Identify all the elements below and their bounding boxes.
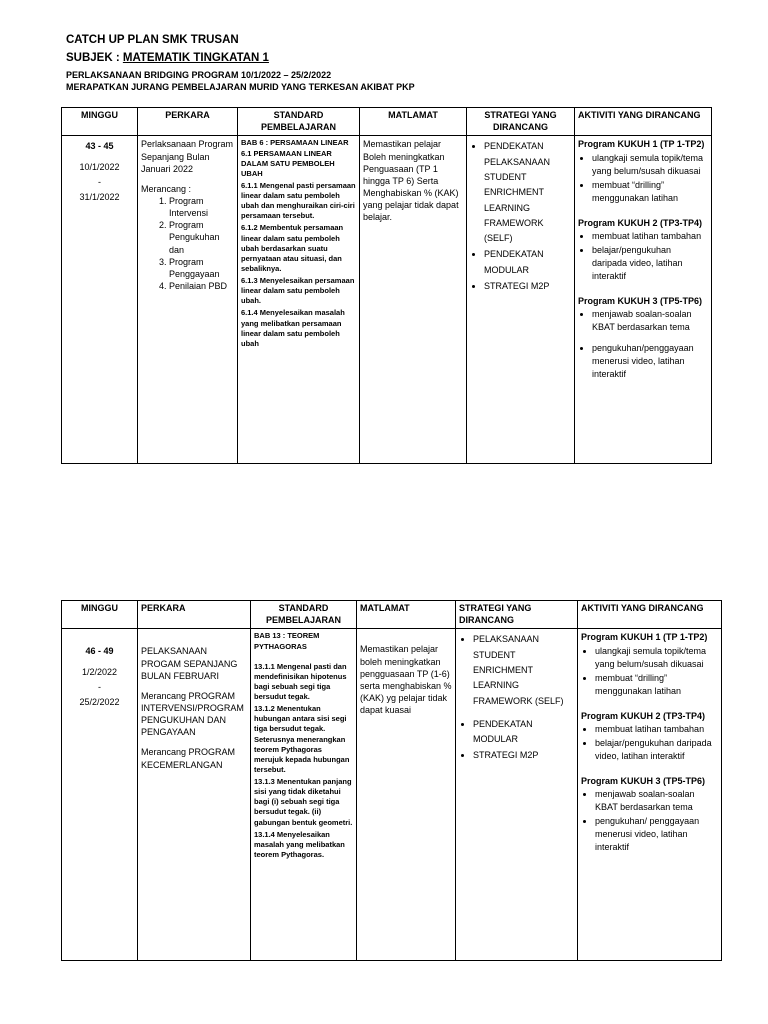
table-row — [62, 629, 722, 961]
program-kukuh-1: Program KUKUH 1 (TP 1-TP2) — [581, 632, 708, 643]
perkara-list — [141, 195, 234, 292]
list-item: • membuat latihan tambahan — [592, 230, 708, 243]
list-item: • PENDEKATAN PELAKSANAAN STUDENT ENRICHMENT LEARNING FRAMEWORK (SELF) — [484, 139, 571, 246]
kukuh-2-list — [581, 723, 718, 763]
date-dash: - — [98, 681, 101, 692]
matlamat-text: Memastikan pelajar boleh meningkatkan pengguasaan TP (1-6) serta menghabiskan % (KAK) yg pelajar tidak dapat kuasai — [360, 644, 452, 716]
list-item: • ulangkaji semula topik/tema yang belum/susah dikuasai — [595, 645, 718, 671]
perkara-intervensi: Merancang PROGRAM INTERVENSI/PROGRAM PENGUKUHAN DAN PENGAYAAN — [141, 690, 244, 738]
list-item: • membuat latihan tambahan — [595, 723, 718, 736]
list-item: • belajar/pengukuhan daripada video, latihan interaktif — [595, 737, 718, 763]
minggu-cell — [62, 629, 138, 961]
list-item: • STRATEGI M2P — [484, 279, 571, 294]
list-item: • menjawab soalan-soalan KBAT berdasarkan tema — [595, 788, 718, 814]
kukuh-1-list — [581, 645, 718, 698]
list-item: • PELAKSANAAN STUDENT ENRICHMENT LEARNING FRAMEWORK (SELF) — [473, 632, 574, 708]
learning-standard: 6.1.2 Membentuk persamaan linear dalam satu pemboleh ubah berdasarkan suatu pernyataan atau situasi, dan sebaliknya. — [241, 223, 344, 273]
matlamat-cell — [357, 629, 456, 961]
end-date: 31/1/2022 — [79, 191, 120, 202]
list-item: • pengukuhan/ penggayaan menerusi video, latihan interaktif — [595, 815, 718, 854]
start-date: 10/1/2022 — [79, 161, 120, 172]
learning-standard: 6.1.1 Mengenal pasti persamaan linear dalam satu pemboleh ubah dan menghuraikan ciri-ciri persamaan tersebut. — [241, 180, 356, 221]
learning-standard: 13.1.2 Menentukan hubungan antara sisi segi tiga bersudut tegak. Seterusnya menerangkan teorem Pythagoras merujuk kepada hubungan tersebut. — [254, 704, 350, 774]
kukuh-2-list — [578, 230, 708, 283]
table-row — [62, 136, 712, 464]
table-header-row — [62, 601, 722, 629]
learning-standard: 13.1.4 Menyelesaikan masalah yang melibatkan teorem Pythagoras. — [254, 829, 345, 859]
chapter-title: BAB 6 : PERSAMAAN LINEAR — [241, 138, 349, 148]
program-kukuh-3: Program KUKUH 3 (TP5-TP6) — [578, 296, 703, 307]
end-date: 25/2/2022 — [79, 696, 120, 707]
kukuh-3-list — [578, 308, 708, 381]
subject-name: MATEMATIK TINGKATAN 1 — [122, 52, 269, 64]
program-kukuh-2: Program KUKUH 2 (TP3-TP4) — [581, 710, 706, 721]
list-item: • pengukuhan/penggayaan menerusi video, latihan interaktif — [592, 342, 708, 381]
list-item: 1. Program Intervensi — [169, 195, 234, 219]
start-date: 1/2/2022 — [81, 666, 118, 677]
program-objective: MERAPATKAN JURANG PEMBELAJARAN MURID YANG TERKESAN AKIBAT PKP — [66, 82, 415, 92]
col-header-matlamat: MATLAMAT — [360, 108, 467, 136]
col-header-standard: STANDARD PEMBELAJARAN — [251, 601, 357, 629]
col-header-minggu: MINGGU — [62, 108, 138, 136]
col-header-strategi: STRATEGI YANG DIRANCANG — [456, 601, 578, 629]
col-header-aktiviti: AKTIVITI YANG DIRANCANG — [578, 601, 722, 629]
perkara-merancang: Merancang : — [141, 183, 192, 194]
program-kukuh-2: Program KUKUH 2 (TP3-TP4) — [578, 217, 703, 228]
perkara-intro: Perlaksanaan Program Sepanjang Bulan Januari 2022 — [141, 139, 234, 174]
col-header-matlamat: MATLAMAT — [357, 601, 456, 629]
program-period: PERLAKSANAAN BRIDGING PROGRAM 10/1/2022 – 25/2/2022 — [66, 70, 332, 80]
strategi-list — [470, 139, 571, 294]
chapter-subtitle: 6.1 PERSAMAAN LINEAR DALAM SATU PEMBOLEH UBAH — [241, 148, 335, 178]
col-header-perkara: PERKARA — [138, 108, 238, 136]
kukuh-3-list — [581, 788, 718, 854]
list-item: • membuat “drilling” menggunakan latihan — [595, 672, 718, 698]
learning-standard: 13.1.3 Menentukan panjang sisi yang tidak diketahui bagi (i) sebuah segi tiga bersudut tegak. (ii) gabungan bentuk geometri. — [254, 777, 353, 827]
standard-cell — [238, 136, 360, 464]
aktiviti-cell — [575, 136, 712, 464]
list-item: • PENDEKATAN MODULAR — [484, 247, 571, 278]
table-header-row — [62, 108, 712, 136]
perkara-intro: PELAKSANAAN PROGAM SEPANJANG BULAN FEBRUARI — [141, 646, 238, 681]
strategi-list — [459, 632, 574, 763]
col-header-perkara: PERKARA — [138, 601, 251, 629]
col-header-aktiviti: AKTIVITI YANG DIRANCANG — [575, 108, 712, 136]
col-header-standard: STANDARD PEMBELAJARAN — [238, 108, 360, 136]
program-kukuh-1: Program KUKUH 1 (TP 1-TP2) — [578, 139, 705, 150]
list-item: • STRATEGI M2P — [473, 748, 574, 763]
plan-table-1 — [61, 107, 712, 464]
minggu-cell — [62, 136, 138, 464]
list-item: 4. Penilaian PBD — [169, 280, 234, 292]
week-range: 46 - 49 — [85, 646, 114, 657]
aktiviti-cell — [578, 629, 722, 961]
col-header-minggu: MINGGU — [62, 601, 138, 629]
list-item: 3. Program Penggayaan — [169, 256, 234, 280]
col-header-strategi: STRATEGI YANG DIRANCANG — [467, 108, 575, 136]
strategi-cell — [456, 629, 578, 961]
list-item: • menjawab soalan-soalan KBAT berdasarkan tema — [592, 308, 708, 334]
list-item: • belajar/pengukuhan daripada video, latihan interaktif — [592, 244, 708, 283]
chapter-title: BAB 13 : TEOREM PYTHAGORAS — [254, 631, 320, 651]
perkara-cell — [138, 629, 251, 961]
matlamat-cell: Memastikan pelajar Boleh meningkatkan Penguasaan (TP 1 hingga TP 6) Serta Menghabiskan % (KAK) yang pelajar tidak dapat belajar. — [360, 136, 467, 464]
date-dash: - — [98, 176, 101, 187]
kukuh-1-list — [578, 152, 708, 205]
perkara-cell — [138, 136, 238, 464]
plan-table-2 — [61, 600, 722, 961]
strategi-cell — [467, 136, 575, 464]
week-range: 43 - 45 — [85, 141, 114, 152]
standard-cell — [251, 629, 357, 961]
list-item: 2. Program Pengukuhan dan — [169, 219, 234, 255]
subject-line — [66, 52, 269, 64]
list-item: • membuat “drilling” menggunakan latihan — [592, 179, 708, 205]
learning-standard: 6.1.4 Menyelesaikan masalah yang melibatkan persamaan linear dalam satu pemboleh ubah — [241, 308, 345, 348]
learning-standard: 6.1.3 Menyelesaikan persamaan linear dalam satu pemboleh ubah. — [241, 276, 355, 306]
subject-prefix: SUBJEK : — [66, 52, 123, 64]
program-kukuh-3: Program KUKUH 3 (TP5-TP6) — [581, 775, 706, 786]
list-item: • PENDEKATAN MODULAR — [473, 717, 574, 748]
document-title: CATCH UP PLAN SMK TRUSAN — [66, 34, 239, 46]
learning-standard: 13.1.1 Mengenal pasti dan mendefinisikan hipotenus bagi sebuah segi tiga bersudut tegak. — [254, 661, 347, 701]
list-item: • ulangkaji semula topik/tema yang belum/susah dikuasai — [592, 152, 708, 178]
perkara-kecemerlangan: Merancang PROGRAM KECEMERLANGAN — [141, 747, 236, 770]
